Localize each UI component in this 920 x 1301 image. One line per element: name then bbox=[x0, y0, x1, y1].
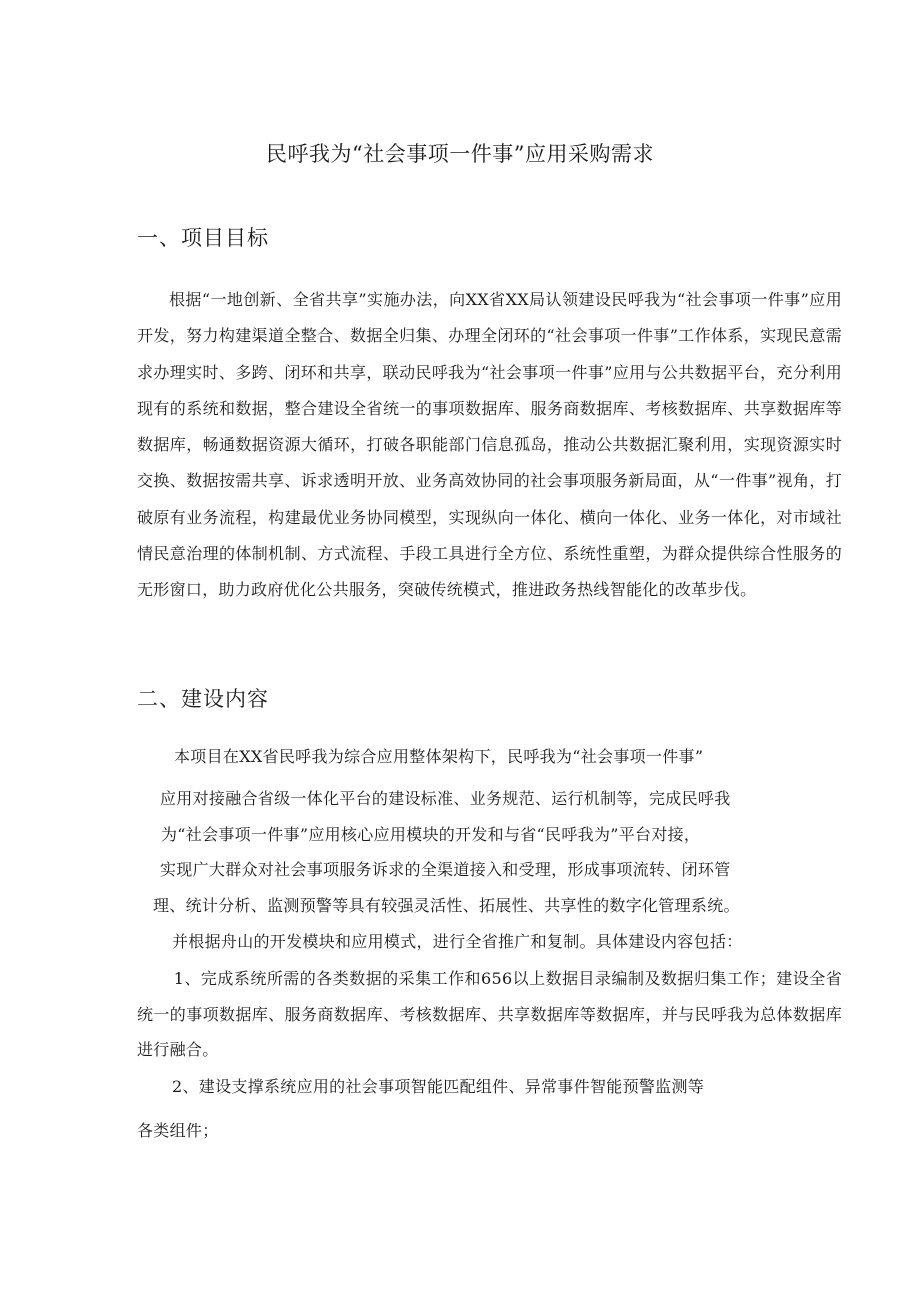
project-goal-paragraph: 根据“一地创新、全省共享”实施办法，向XX省XX局认领建设民呼我为“社会事项一件事”应用开发，努力构建渠道全整合、数据全归集、办理全闭环的“社会事项一件事”工作体系，实现民意需求办理实时、多跨、闭环和共享，联动民呼我为“社会事项一件事”应用与公共数据平台，充分利用现有的系统和数据，整合建设全省统一的事项数据库、服务商数据库、考核数据库、共享数据库等数据库，畅通数据资源大循环，打破各职能部门信息孤岛，推动公共数据汇聚利用，实现资源实时交换、数据按需共享、诉求透明开放、业务高效协同的社会事项服务新局面，从“一件事”视角，打破原有业务流程，构建最优业务协同模型，实现纵向一体化、横向一体化、业务一体化，对市域社情民意治理的体制机制、方式流程、手段工具进行全方位、系统性重塑，为群众提供综合性服务的无形窗口，助力政府优化公共服务，突破传统模式，推进政务热线智能化的改革步伐。 bbox=[137, 290, 842, 600]
section-heading-project-goal: 一、项目目标 bbox=[137, 226, 269, 250]
construction-item-1: 1、完成系统所需的各类数据的采集工作和656以上数据目录编制及数据归集工作；建设全省统一的事项数据库、服务商数据库、考核数据库、共享数据库等数据库，并与民呼我为总体数据库进行融合。 bbox=[137, 969, 842, 1059]
construction-content-line: 理、统计分析、监测预警等具有较强灵活性、拓展性、共享性的数字化管理系统。 bbox=[153, 896, 740, 915]
construction-content-line: 为“社会事项一件事”应用核心应用模块的开发和与省“民呼我为”平台对接， bbox=[161, 825, 701, 844]
construction-content-line: 本项目在XX省民呼我为综合应用整体架构下，民呼我为“社会事项一件事” bbox=[174, 747, 704, 766]
construction-content-line: 应用对接融合省级一体化平台的建设标准、业务规范、运行机制等，完成民呼我 bbox=[160, 789, 731, 808]
construction-item-2-continued: 各类组件； bbox=[137, 1121, 219, 1140]
construction-item-2: 2、建设支撑系统应用的社会事项智能匹配组件、异常事件智能预警监测等 bbox=[172, 1077, 705, 1096]
section-heading-construction-content: 二、建设内容 bbox=[137, 687, 269, 711]
document-title: 民呼我为“社会事项一件事”应用采购需求 bbox=[266, 142, 654, 166]
construction-content-line: 并根据舟山的开发模块和应用模式，进行全省推广和复制。具体建设内容包括： bbox=[172, 932, 743, 951]
construction-content-line: 实现广大群众对社会事项服务诉求的全渠道接入和受理，形成事项流转、闭环管 bbox=[160, 860, 731, 879]
